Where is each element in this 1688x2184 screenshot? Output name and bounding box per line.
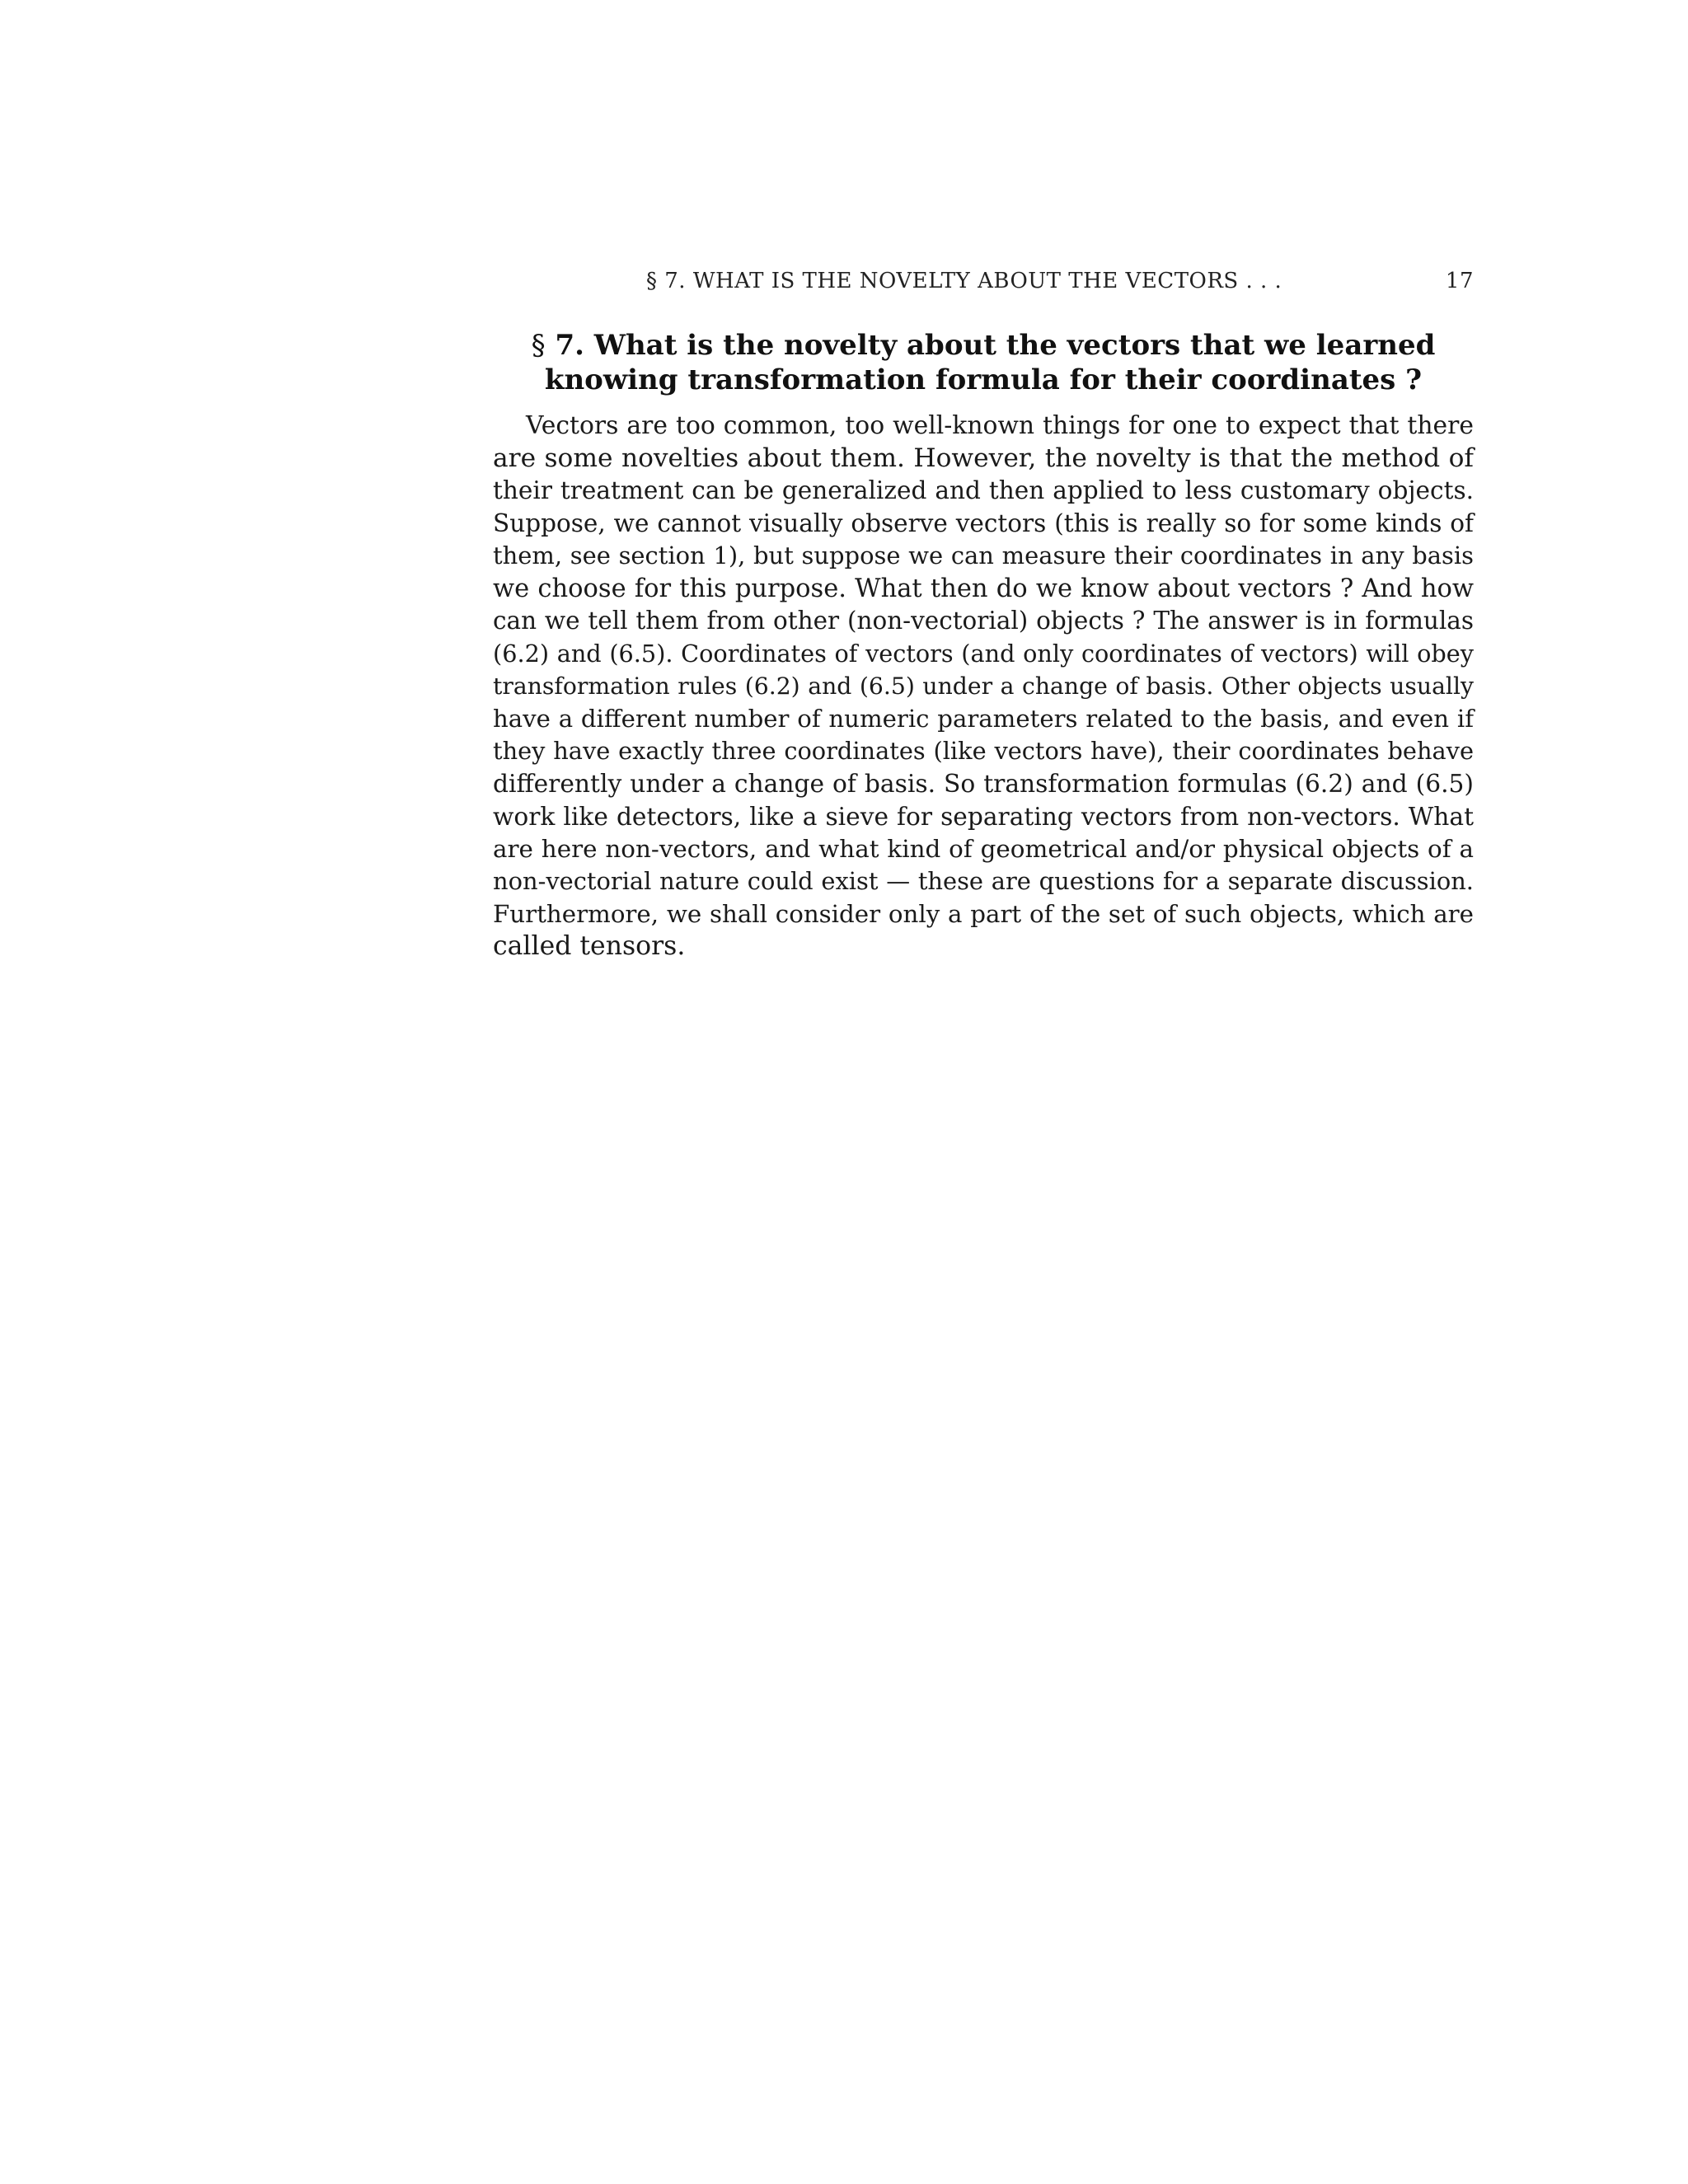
paragraph-line: have a different number of numeric parameters related to the basis, and even if bbox=[493, 704, 1474, 733]
paragraph-line: differently under a change of basis. So transformation formulas (6.2) and (6.5) bbox=[493, 769, 1474, 799]
paragraph-line: called tensors. bbox=[493, 931, 686, 961]
paragraph-line: can we tell them from other (non-vectorial) objects ? The answer is in formulas bbox=[493, 607, 1474, 635]
paragraph-line: they have exactly three coordinates (like vectors have), their coordinates behave bbox=[493, 737, 1474, 765]
section-mark: § bbox=[531, 329, 546, 362]
paragraph-line: Vectors are too common, too well-known things for one to expect that there bbox=[526, 411, 1474, 440]
paragraph-line: we choose for this purpose. What then do we know about vectors ? And how bbox=[493, 574, 1474, 603]
paragraph-line: work like detectors, like a sieve for separating vectors from non-vectors. What bbox=[493, 802, 1474, 831]
paragraph-line: non-vectorial nature could exist — these are questions for a separate discussion. bbox=[493, 867, 1474, 895]
paragraph-line: transformation rules (6.2) and (6.5) under a change of basis. Other objects usually bbox=[493, 673, 1474, 700]
page-number: 17 bbox=[1445, 269, 1474, 293]
paragraph-line: them, see section 1), but suppose we can measure their coordinates in any basis bbox=[493, 541, 1474, 569]
running-head-title: § 7. WHAT IS THE NOVELTY ABOUT THE VECTORS . . . bbox=[646, 269, 1282, 293]
paragraph-line: Suppose, we cannot visually observe vectors (this is really so for some kinds of bbox=[493, 509, 1474, 537]
paragraph-line: (6.2) and (6.5). Coordinates of vectors (and only coordinates of vectors) will obey bbox=[493, 639, 1474, 668]
running-head bbox=[493, 269, 1474, 302]
paragraph-line: Furthermore, we shall consider only a part of the set of such objects, which are bbox=[493, 899, 1474, 928]
body-paragraph bbox=[493, 410, 1474, 963]
section-title-line-1: 7. What is the novelty about the vectors that we learned bbox=[555, 329, 1436, 362]
section-heading bbox=[493, 328, 1474, 397]
section-heading-line-2: knowing transformation formula for their coordinates ? bbox=[544, 363, 1423, 396]
paragraph-line: their treatment can be generalized and then applied to less customary objects. bbox=[493, 476, 1474, 504]
section-heading-line-1 bbox=[493, 328, 1474, 363]
paragraph-line: are here non-vectors, and what kind of geometrical and/or physical objects of a bbox=[493, 834, 1474, 863]
paragraph-line: are some novelties about them. However, the novelty is that the method of bbox=[493, 443, 1474, 473]
